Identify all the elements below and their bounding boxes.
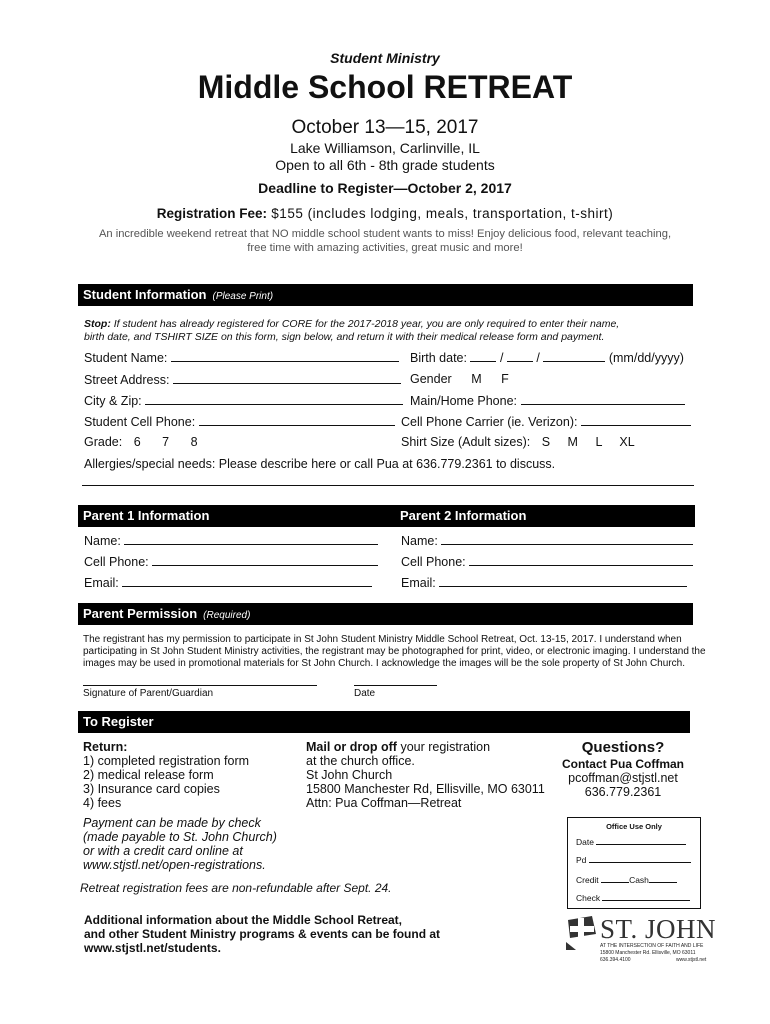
gender-row bbox=[410, 372, 509, 386]
grade-label: Grade: bbox=[84, 435, 123, 449]
payment-line-4[interactable]: www.stjstl.net/open-registrations. bbox=[83, 858, 266, 872]
mail-line-1: at the church office. bbox=[306, 754, 415, 768]
event-dates: October 13—15, 2017 bbox=[291, 117, 479, 138]
student-name-label: Student Name: bbox=[84, 351, 168, 365]
birth-separator-2: / bbox=[536, 351, 540, 365]
fee-label: Registration Fee: bbox=[156, 206, 268, 221]
birth-date-label: Birth date: bbox=[410, 351, 467, 365]
questions-heading: Questions? bbox=[581, 739, 665, 756]
gender-option-m[interactable]: M bbox=[471, 372, 482, 386]
size-option-l[interactable]: L bbox=[595, 435, 602, 449]
payment-line-3: or with a credit card online at bbox=[83, 844, 243, 858]
registration-fee bbox=[0, 206, 770, 221]
signature-label: Signature of Parent/Guardian bbox=[83, 688, 214, 699]
size-option-xl[interactable]: XL bbox=[619, 435, 635, 449]
home-phone-label: Main/Home Phone: bbox=[410, 394, 518, 408]
return-item-4: 4) fees bbox=[83, 796, 122, 810]
return-label: Return: bbox=[83, 740, 128, 754]
parent1-name-row bbox=[84, 533, 378, 548]
permission-section-title: Parent Permission bbox=[83, 606, 198, 621]
parent2-name-label: Name: bbox=[401, 534, 438, 548]
size-option-m[interactable]: M bbox=[567, 435, 578, 449]
shirt-size-label: Shirt Size (Adult sizes): bbox=[401, 435, 531, 449]
return-item-1: 1) completed registration form bbox=[83, 754, 250, 768]
contact-email[interactable]: pcoffman@stjstl.net bbox=[568, 771, 678, 785]
office-check-label: Check bbox=[576, 893, 601, 903]
allergies-field[interactable] bbox=[82, 485, 694, 486]
permission-text-3: images may be used in promotional materials for St John Church. I acknowledge the images will be the sole property of St John Church. bbox=[83, 658, 685, 669]
parent1-cell-field[interactable] bbox=[152, 554, 378, 566]
payment-line-1: Payment can be made by check bbox=[83, 816, 261, 830]
street-row bbox=[84, 372, 401, 387]
office-credit-field[interactable] bbox=[601, 874, 629, 883]
birth-day-field[interactable] bbox=[507, 350, 533, 362]
student-name-field[interactable] bbox=[171, 350, 399, 362]
gender-label: Gender bbox=[410, 372, 452, 386]
parent1-email-field[interactable] bbox=[122, 575, 372, 587]
permission-text-2: participating in St John Student Ministry activities, the registrant may be photographed for print, video, or electronic imaging. I understand the bbox=[83, 646, 706, 657]
allergies-label: Allergies/special needs: Please describe here or call Pua at 636.779.2361 to discuss. bbox=[84, 457, 556, 471]
student-section-header bbox=[78, 284, 693, 306]
permission-text-1: The registrant has my permission to participate in St John Student Ministry Middle School Retreat, Oct. 13-15, 2017. I understand when bbox=[83, 634, 682, 645]
mail-line-2: St John Church bbox=[306, 768, 393, 782]
parent2-cell-field[interactable] bbox=[469, 554, 693, 566]
contact-name: Contact Pua Coffman bbox=[561, 757, 684, 771]
stop-note-line-2: birth date, and TSHIRT SIZE on this form, sign below, and return it with their medical release form and payment. bbox=[84, 331, 605, 343]
office-pd-row bbox=[576, 854, 691, 865]
office-use-box bbox=[567, 817, 701, 909]
cross-logo-icon bbox=[566, 916, 598, 950]
logo-tagline: AT THE INTERSECTION OF FAITH AND LIFE bbox=[600, 943, 704, 949]
event-location: Lake Williamson, Carlinville, IL bbox=[290, 140, 480, 156]
additional-info-2: and other Student Ministry programs & events can be found at bbox=[84, 927, 441, 941]
mail-line-3: 15800 Manchester Rd, Ellisville, MO 63011 bbox=[306, 782, 545, 796]
logo-phone: 636.394.4100 bbox=[600, 957, 631, 963]
payment-line-2: (made payable to St. John Church) bbox=[83, 830, 277, 844]
size-option-s[interactable]: S bbox=[541, 435, 551, 449]
parent2-email-field[interactable] bbox=[439, 575, 687, 587]
carrier-field[interactable] bbox=[581, 414, 691, 426]
event-eligibility: Open to all 6th - 8th grade students bbox=[275, 157, 495, 173]
parent2-name-row bbox=[401, 533, 693, 548]
birth-date-row bbox=[410, 350, 684, 365]
stop-text-1: If student has already registered for CORE for the 2017-2018 year, you are only required to enter their name, bbox=[110, 318, 620, 330]
st-john-logo bbox=[566, 914, 717, 976]
parent2-email-label: Email: bbox=[401, 576, 436, 590]
registration-deadline: Deadline to Register—October 2, 2017 bbox=[258, 180, 512, 196]
birth-month-field[interactable] bbox=[470, 350, 496, 362]
office-credit-label: Credit bbox=[576, 875, 599, 885]
signature-date-field[interactable] bbox=[354, 685, 437, 686]
stop-note-line-1 bbox=[84, 318, 619, 330]
office-date-label: Date bbox=[576, 837, 594, 847]
parent1-email-row bbox=[84, 575, 372, 590]
event-blurb-line-2: free time with amazing activities, great music and more! bbox=[247, 242, 523, 254]
office-check-row bbox=[576, 892, 690, 903]
city-row bbox=[84, 393, 403, 408]
parent2-name-field[interactable] bbox=[441, 533, 693, 545]
student-cell-field[interactable] bbox=[199, 414, 395, 426]
parent1-name-label: Name: bbox=[84, 534, 121, 548]
return-item-3: 3) Insurance card copies bbox=[83, 782, 220, 796]
office-date-row bbox=[576, 836, 686, 847]
office-use-title: Office Use Only bbox=[606, 822, 662, 831]
signature-field[interactable] bbox=[83, 685, 317, 686]
street-label: Street Address: bbox=[84, 373, 170, 387]
event-blurb-line-1: An incredible weekend retreat that NO middle school student wants to miss! Enjoy delicious food, relevant teaching, bbox=[98, 228, 672, 240]
office-date-field[interactable] bbox=[596, 836, 686, 845]
home-phone-row bbox=[410, 393, 685, 408]
office-check-field[interactable] bbox=[602, 892, 690, 901]
parent2-cell-row bbox=[401, 554, 693, 569]
office-pd-field[interactable] bbox=[589, 854, 691, 863]
mail-heading-bold: Mail or drop off bbox=[306, 740, 397, 754]
grade-option-8[interactable]: 8 bbox=[190, 435, 198, 449]
logo-address: 15800 Manchester Rd. Ellisville, MO 63011 bbox=[600, 950, 696, 956]
return-item-2: 2) medical release form bbox=[83, 768, 214, 782]
page-title: Middle School RETREAT bbox=[197, 69, 573, 105]
additional-info-3[interactable]: www.stjstl.net/students. bbox=[84, 941, 221, 955]
parent2-cell-label: Cell Phone: bbox=[401, 555, 466, 569]
mail-line-4: Attn: Pua Coffman—Retreat bbox=[306, 796, 462, 810]
parent1-cell-row bbox=[84, 554, 378, 569]
student-cell-label: Student Cell Phone: bbox=[84, 415, 196, 429]
birth-year-field[interactable] bbox=[543, 350, 605, 362]
birth-separator-1: / bbox=[499, 351, 504, 365]
register-section-header bbox=[78, 711, 690, 733]
gender-option-f[interactable]: F bbox=[501, 372, 509, 386]
parent1-cell-label: Cell Phone: bbox=[84, 555, 149, 569]
ministry-label: Student Ministry bbox=[330, 50, 440, 66]
student-name-row bbox=[84, 350, 399, 365]
home-phone-field[interactable] bbox=[521, 393, 685, 405]
birth-format-hint: (mm/dd/yyyy) bbox=[608, 351, 684, 365]
office-cash-field[interactable] bbox=[649, 874, 677, 883]
mail-heading-rest: your registration bbox=[396, 740, 491, 754]
street-field[interactable] bbox=[173, 372, 401, 384]
parent1-email-label: Email: bbox=[84, 576, 119, 590]
grade-row bbox=[84, 435, 198, 449]
city-label: City & Zip: bbox=[84, 394, 142, 408]
student-section-note: (Please Print) bbox=[212, 291, 274, 302]
office-pd-label: Pd bbox=[576, 855, 587, 865]
parent2-section-title: Parent 2 Information bbox=[400, 508, 527, 523]
additional-info-1: Additional information about the Middle School Retreat, bbox=[84, 913, 402, 927]
register-section-title: To Register bbox=[83, 714, 154, 729]
mail-heading bbox=[306, 740, 490, 754]
logo-wordmark: ST. JOHN bbox=[600, 914, 717, 944]
contact-phone: 636.779.2361 bbox=[584, 785, 662, 799]
city-field[interactable] bbox=[145, 393, 403, 405]
refund-policy: Retreat registration fees are non-refundable after Sept. 24. bbox=[80, 881, 392, 895]
signature-date-label: Date bbox=[354, 688, 376, 699]
office-payment-row bbox=[576, 874, 677, 885]
carrier-label: Cell Phone Carrier (ie. Verizon): bbox=[401, 415, 578, 429]
grade-option-6[interactable]: 6 bbox=[133, 435, 141, 449]
fee-value: $155 (includes lodging, meals, transportation, t-shirt) bbox=[267, 206, 614, 221]
grade-option-7[interactable]: 7 bbox=[162, 435, 170, 449]
parent2-email-row bbox=[401, 575, 687, 590]
parent-section-header bbox=[78, 505, 695, 527]
office-cash-label: Cash bbox=[629, 875, 649, 885]
permission-section-header bbox=[78, 603, 693, 625]
shirt-size-row bbox=[401, 435, 635, 449]
parent1-name-field[interactable] bbox=[124, 533, 378, 545]
carrier-row bbox=[401, 414, 691, 429]
student-cell-row bbox=[84, 414, 395, 429]
parent1-section-title: Parent 1 Information bbox=[83, 508, 210, 523]
permission-section-note: (Required) bbox=[203, 610, 251, 621]
logo-web: www.stjstl.net bbox=[676, 957, 707, 963]
stop-label: Stop: bbox=[84, 318, 111, 330]
student-section-title: Student Information bbox=[83, 287, 207, 302]
